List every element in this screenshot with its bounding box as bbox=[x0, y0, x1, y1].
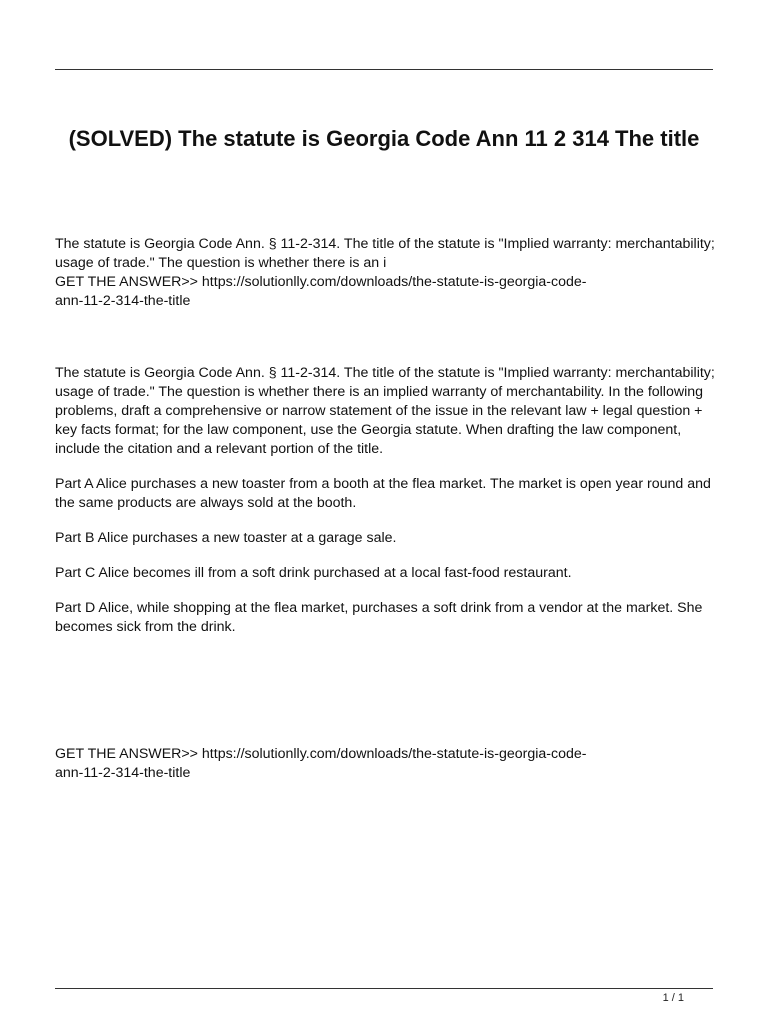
get-answer-link[interactable] bbox=[55, 273, 715, 311]
footer-get-answer bbox=[55, 745, 715, 783]
footer-get-answer-url-line1[interactable]: https://solutionlly.com/downloads/the-statute-is-georgia-code- bbox=[201, 746, 587, 762]
footer-get-answer-link[interactable] bbox=[55, 745, 715, 783]
intro-text: The statute is Georgia Code Ann. § 11-2-314. The title of the statute is "Implied warranty: merchantability; usage of trade." The question is whether there is an i bbox=[55, 236, 715, 271]
get-answer-url-line1[interactable]: https://solutionlly.com/downloads/the-statute-is-georgia-code- bbox=[201, 274, 587, 290]
part-b-paragraph: Part B Alice purchases a new toaster at a garage sale. bbox=[55, 530, 397, 546]
document-title: (SOLVED) The statute is Georgia Code Ann 11 2 314 The title bbox=[68, 126, 700, 151]
get-answer-url-line2[interactable]: ann-11-2-314-the-title bbox=[55, 293, 191, 309]
bottom-divider bbox=[55, 988, 713, 989]
part-a-paragraph: Part A Alice purchases a new toaster from a booth at the flea market. The market is open year round and the same products are always sold at the booth. bbox=[55, 476, 711, 511]
intro-block bbox=[55, 235, 715, 311]
problem-body bbox=[55, 364, 715, 637]
page-number: 1 / 1 bbox=[662, 992, 684, 1004]
part-c-paragraph: Part C Alice becomes ill from a soft drink purchased at a local fast-food restaurant. bbox=[55, 565, 572, 581]
get-answer-prefix: GET THE ANSWER>> bbox=[55, 274, 202, 290]
top-divider bbox=[55, 69, 713, 70]
footer-get-answer-prefix: GET THE ANSWER>> bbox=[55, 746, 202, 762]
body-paragraph: The statute is Georgia Code Ann. § 11-2-314. The title of the statute is "Implied warranty: merchantability; usage of trade." The question is whether there is an implied warranty of merchantability. In the following problems, draft a comprehensive or narrow statement of the issue in the relevant law + legal question + key facts format; for the law component, use the Georgia statute. When drafting the law component, include the citation and a relevant portion of the title. bbox=[55, 365, 715, 457]
footer-get-answer-url-line2[interactable]: ann-11-2-314-the-title bbox=[55, 765, 191, 781]
part-d-paragraph: Part D Alice, while shopping at the flea market, purchases a soft drink from a vendor at the market. She becomes sick from the drink. bbox=[55, 600, 703, 635]
